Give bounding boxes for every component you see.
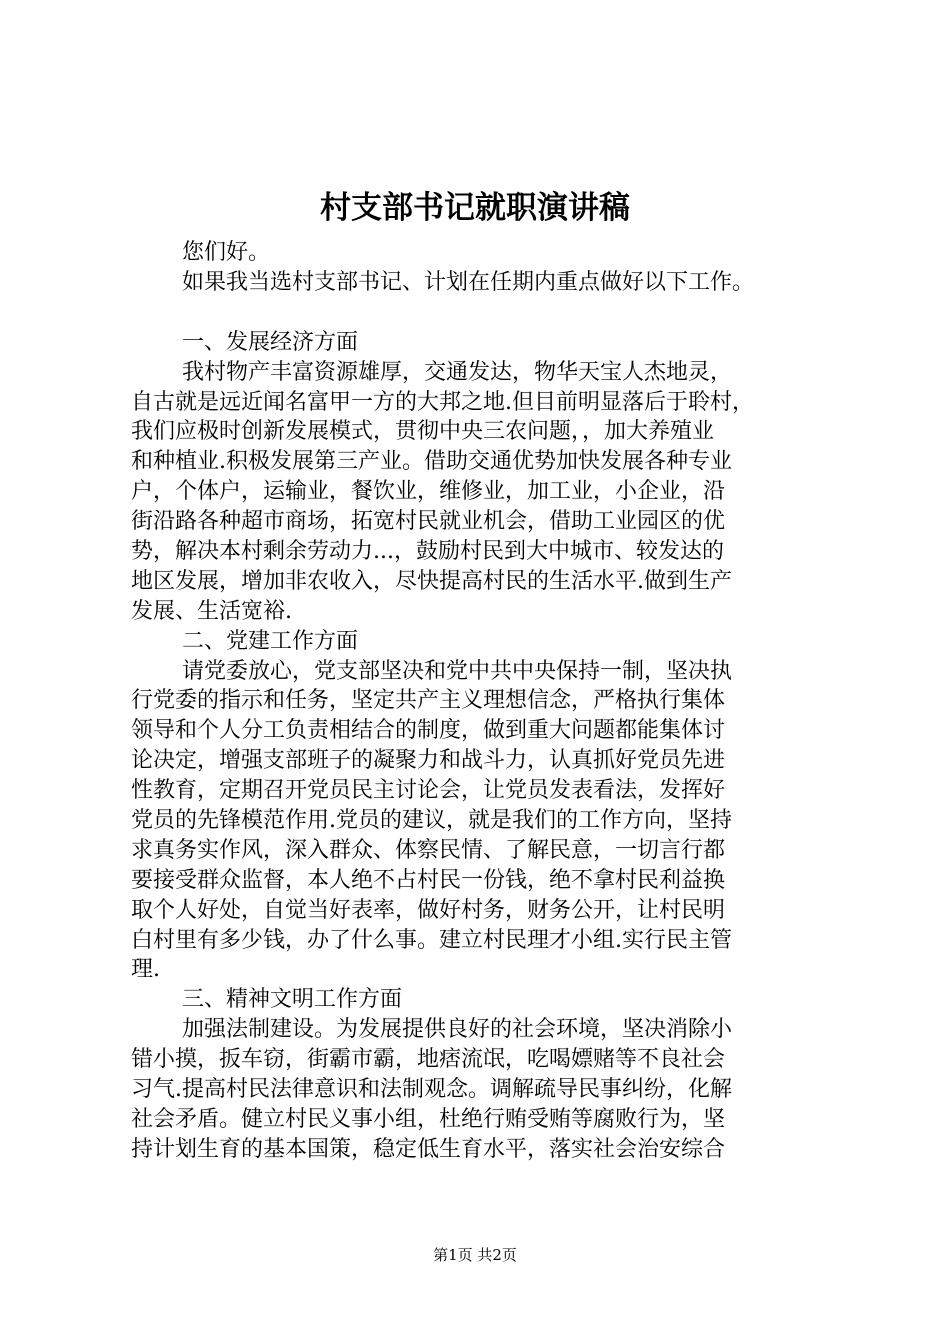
paragraph-line: 势，解决本村剩余劳动力...，鼓励村民到大中城市、较发达的: [131, 539, 724, 565]
paragraph-line: 您们好。: [182, 240, 271, 265]
paragraph-line: 一、发展经济方面: [182, 329, 359, 355]
document-title: 村支部书记就职演讲稿: [320, 190, 630, 226]
page-footer: 第1页 共2页: [433, 1246, 517, 1264]
document-body: [131, 238, 831, 1165]
paragraph-line: 党员的先锋模范作用.党员的建议，就是我们的工作方向，坚持: [131, 808, 732, 834]
paragraph-line: 持计划生育的基本国策，稳定低生育水平，落实社会治安综合: [131, 1136, 726, 1162]
blank-line: [131, 298, 831, 328]
paragraph-line: 论决定，增强支部班子的凝聚力和战斗力，认真抓好党员先进: [131, 748, 726, 774]
paragraph-line: 户，个体户，运输业，餐饮业，维修业，加工业，小企业，沿: [131, 479, 726, 505]
paragraph-line: 发展、生活宽裕.: [131, 598, 292, 624]
paragraph-line: 如果我当选村支部书记、计划在任期内重点做好以下工作。: [182, 269, 755, 295]
paragraph-line: 街沿路各种超市商场，拓宽村民就业机会，借助工业园区的优: [131, 509, 726, 535]
paragraph-line: 加强法制建设。为发展提供良好的社会环境，坚决消除小: [182, 1017, 733, 1043]
paragraph-line: 我们应极时创新发展模式，贯彻中央三农问题，，加大养殖业: [131, 419, 715, 445]
paragraph-line: 性教育，定期召开党员民主讨论会，让党员发表看法，发挥好: [131, 778, 726, 804]
paragraph-line: 理.: [131, 957, 160, 983]
paragraph-line: 领导和个人分工负责相结合的制度，做到重大问题都能集体讨: [131, 718, 726, 744]
paragraph-line: 我村物产丰富资源雄厚，交通发达，物华天宝人杰地灵，: [182, 359, 733, 385]
paragraph-line: 行党委的指示和任务，坚定共产主义理想信念，严格执行集体: [131, 688, 726, 714]
paragraph-line: 要接受群众监督，本人绝不占村民一份钱，绝不拿村民利益换: [131, 867, 726, 893]
paragraph-line: 取个人好处，自觉当好表率，做好村务，财务公开，让村民明: [131, 897, 726, 923]
paragraph-line: 习气.提高村民法律意识和法制观念。调解疏导民事纠纷，化解: [131, 1077, 732, 1103]
paragraph-line: 求真务实作风，深入群众、体察民情、了解民意，一切言行都: [131, 837, 726, 863]
paragraph-line: 三、精神文明工作方面: [182, 987, 403, 1013]
paragraph-line: 自古就是远近闻名富甲一方的大邦之地.但目前明显落后于聆村，: [131, 389, 754, 415]
paragraph-line: 地区发展，增加非农收入，尽快提高村民的生活水平.做到生产: [131, 568, 732, 594]
paragraph-line: 和种植业.积极发展第三产业。借助交通优势加快发展各种专业: [131, 449, 732, 475]
paragraph-line: 白村里有多少钱，办了什么事。建立村民理才小组.实行民主管: [131, 927, 732, 953]
paragraph-line: 二、党建工作方面: [182, 628, 359, 654]
paragraph-line: 社会矛盾。健立村民义事小组，杜绝行贿受贿等腐败行为，坚: [131, 1106, 726, 1132]
paragraph-line: 错小摸，扳车窃，街霸市霸，地痞流氓，吃喝嫖赌等不良社会: [131, 1047, 726, 1073]
paragraph-line: 请党委放心，党支部坚决和党中共中央保持一制，坚决执: [182, 658, 733, 684]
